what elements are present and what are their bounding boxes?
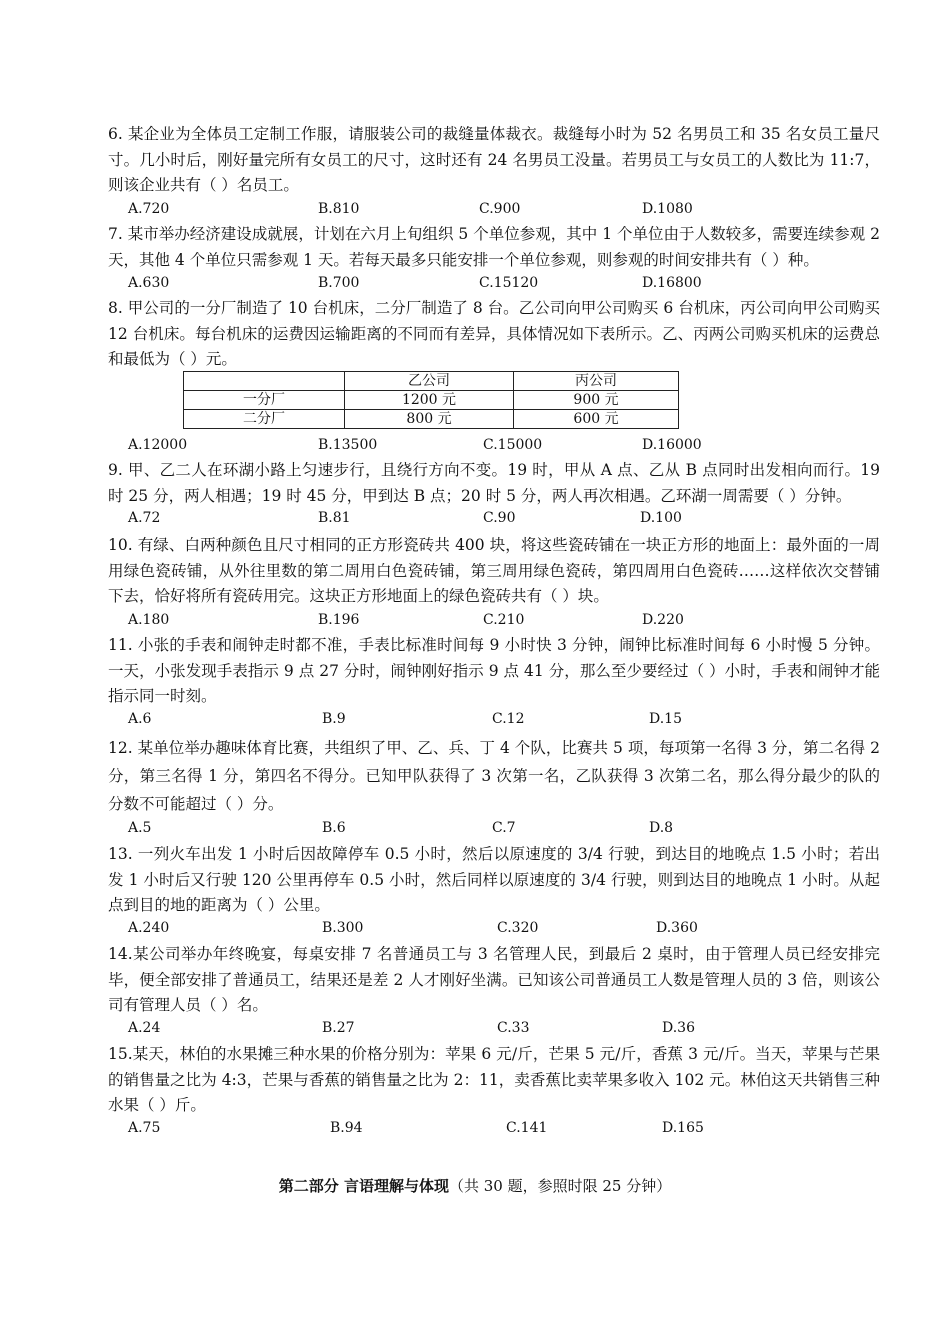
option-c: C.210 <box>483 612 525 628</box>
option-a: A.240 <box>128 920 170 936</box>
option-c: C.15120 <box>479 275 539 291</box>
question-12: 12. 某单位举办趣味体育比赛，共组织了甲、乙、兵、丁 4 个队，比赛共 5 项，每项第一名得 3 分，第二名得 2 分，第三名得 1 分，第四名不得分。已知甲队获得了 3 次第一名，乙队获得 3 次第二名，那么得分最少的队的分数不可能超过（ ）分。 <box>108 739 880 813</box>
options-7 <box>128 275 888 295</box>
option-b: B.94 <box>330 1120 363 1136</box>
option-d: D.16800 <box>642 275 702 291</box>
section-heading <box>0 1175 950 1196</box>
question-13: 13. 一列火车出发 1 小时后因故障停车 0.5 小时，然后以原速度的 3/4 行驶，到达目的地晚点 1.5 小时；若出发 1 小时后又行驶 120 公里再停车 0.5 小时，然后同样以原速度的 3/4 行驶，则到达目的地晚点 1 小时。从起点到目的地的距离为（ ）公里。 <box>108 845 880 914</box>
option-b: B.300 <box>322 920 364 936</box>
option-b: B.196 <box>318 612 360 628</box>
option-a: A.5 <box>128 820 152 836</box>
option-d: D.100 <box>640 510 682 526</box>
option-a: A.12000 <box>128 437 188 453</box>
option-d: D.16000 <box>642 437 702 453</box>
options-14 <box>128 1020 888 1040</box>
option-a: A.180 <box>128 612 170 628</box>
option-a: A.24 <box>128 1020 161 1036</box>
options-8 <box>128 437 888 457</box>
question-6: 6. 某企业为全体员工定制工作服，请服装公司的裁缝量体裁衣。裁缝每小时为 52 名男员工和 35 名女员工量尺寸。几小时后，刚好量完所有女员工的尺寸，这时还有 24 名男员工没量。若男员工与女员工的人数比为 11:7，则该企业共有（ ）名员工。 <box>108 125 880 194</box>
option-b: B.700 <box>318 275 360 291</box>
option-d: D.220 <box>642 612 684 628</box>
option-a: A.75 <box>128 1120 161 1136</box>
table-cell: 800 元 <box>345 410 514 429</box>
option-d: D.1080 <box>642 201 693 217</box>
question-11: 11. 小张的手表和闹钟走时都不准，手表比标准时间每 9 小时快 3 分钟，闹钟比标准时间每 6 小时慢 5 分钟。一天，小张发现手表指示 9 点 27 分时，闹钟刚好指示 9 点 41 分，那么至少要经过（ ）小时，手表和闹钟才能指示同一时刻。 <box>108 636 880 705</box>
options-15 <box>128 1120 888 1140</box>
option-c: C.900 <box>479 201 521 217</box>
option-a: A.630 <box>128 275 170 291</box>
table-cell <box>184 372 345 391</box>
table-cell: 600 元 <box>514 410 679 429</box>
option-b: B.6 <box>322 820 346 836</box>
option-d: D.15 <box>649 711 682 727</box>
table-cell: 1200 元 <box>345 391 514 410</box>
options-13 <box>128 920 888 940</box>
question-15: 15.某天，林伯的水果摊三种水果的价格分别为：苹果 6 元/斤，芒果 5 元/斤，香蕉 3 元/斤。当天，苹果与芒果的销售量之比为 4:3，芒果与香蕉的销售量之比为 2：11，卖香蕉比卖苹果多收入 102 元。林伯这天共销售三种水果（ ）斤。 <box>108 1045 880 1114</box>
options-11 <box>128 711 888 731</box>
question-8: 8. 甲公司的一分厂制造了 10 台机床，二分厂制造了 8 台。乙公司向甲公司购买 6 台机床，丙公司向甲公司购买 12 台机床。每台机床的运费因运输距离的不同而有差异，具体情况如下表所示。乙、丙两公司购买机床的运费总和最低为（ ）元。 <box>108 299 880 368</box>
option-b: B.81 <box>318 510 351 526</box>
table-row <box>184 410 679 429</box>
option-c: C.15000 <box>483 437 543 453</box>
freight-table <box>183 371 679 429</box>
table-cell: 丙公司 <box>514 372 679 391</box>
section-title: 第二部分 言语理解与体现 <box>278 1177 449 1195</box>
table-row <box>184 391 679 410</box>
option-d: D.8 <box>649 820 674 836</box>
table-cell: 900 元 <box>514 391 679 410</box>
option-c: C.12 <box>492 711 525 727</box>
option-c: C.90 <box>483 510 516 526</box>
options-10 <box>128 612 888 632</box>
table-cell: 乙公司 <box>345 372 514 391</box>
question-14: 14.某公司举办年终晚宴，每桌安排 7 名普通员工与 3 名管理人民，到最后 2 桌时，由于管理人员已经安排完毕，便全部安排了普通员工，结果还是差 2 人才刚好坐满。已知该公司普通员工人数是管理人员的 3 倍，则该公司有管理人员（ ）名。 <box>108 945 880 1014</box>
question-7: 7. 某市举办经济建设成就展，计划在六月上旬组织 5 个单位参观，其中 1 个单位由于人数较多，需要连续参观 2 天，其他 4 个单位只需参观 1 天。若每天最多只能安排一个单位参观，则参观的时间安排共有（ ）种。 <box>108 225 880 269</box>
option-a: A.72 <box>128 510 161 526</box>
options-9 <box>128 510 888 530</box>
option-c: C.7 <box>492 820 516 836</box>
question-9: 9. 甲、乙二人在环湖小路上匀速步行，且绕行方向不变。19 时，甲从 A 点、乙从 B 点同时出发相向而行。19 时 25 分，两人相遇；19 时 45 分，甲到达 B 点；20 时 5 分，两人再次相遇。乙环湖一周需要（ ）分钟。 <box>108 461 880 505</box>
table-cell: 二分厂 <box>184 410 345 429</box>
table-header-row <box>184 372 679 391</box>
option-b: B.810 <box>318 201 360 217</box>
option-c: C.33 <box>497 1020 530 1036</box>
option-d: D.165 <box>662 1120 704 1136</box>
options-12 <box>128 820 888 840</box>
option-d: D.36 <box>662 1020 695 1036</box>
table-cell: 一分厂 <box>184 391 345 410</box>
options-6 <box>128 201 888 221</box>
section-note: （共 30 题，参照时限 25 分钟） <box>448 1177 672 1195</box>
option-b: B.27 <box>322 1020 355 1036</box>
option-b: B.13500 <box>318 437 378 453</box>
option-d: D.360 <box>656 920 698 936</box>
option-b: B.9 <box>322 711 346 727</box>
option-a: A.720 <box>128 201 170 217</box>
option-a: A.6 <box>128 711 152 727</box>
question-10: 10. 有绿、白两种颜色且尺寸相同的正方形瓷砖共 400 块，将这些瓷砖铺在一块正方形的地面上：最外面的一周用绿色瓷砖铺，从外往里数的第二周用白色瓷砖铺，第三周用绿色瓷砖，第四周用白色瓷砖……这样依次交替铺下去，恰好将所有瓷砖用完。这块正方形地面上的绿色瓷砖共有（ ）块。 <box>108 536 880 605</box>
option-c: C.141 <box>506 1120 548 1136</box>
option-c: C.320 <box>497 920 539 936</box>
